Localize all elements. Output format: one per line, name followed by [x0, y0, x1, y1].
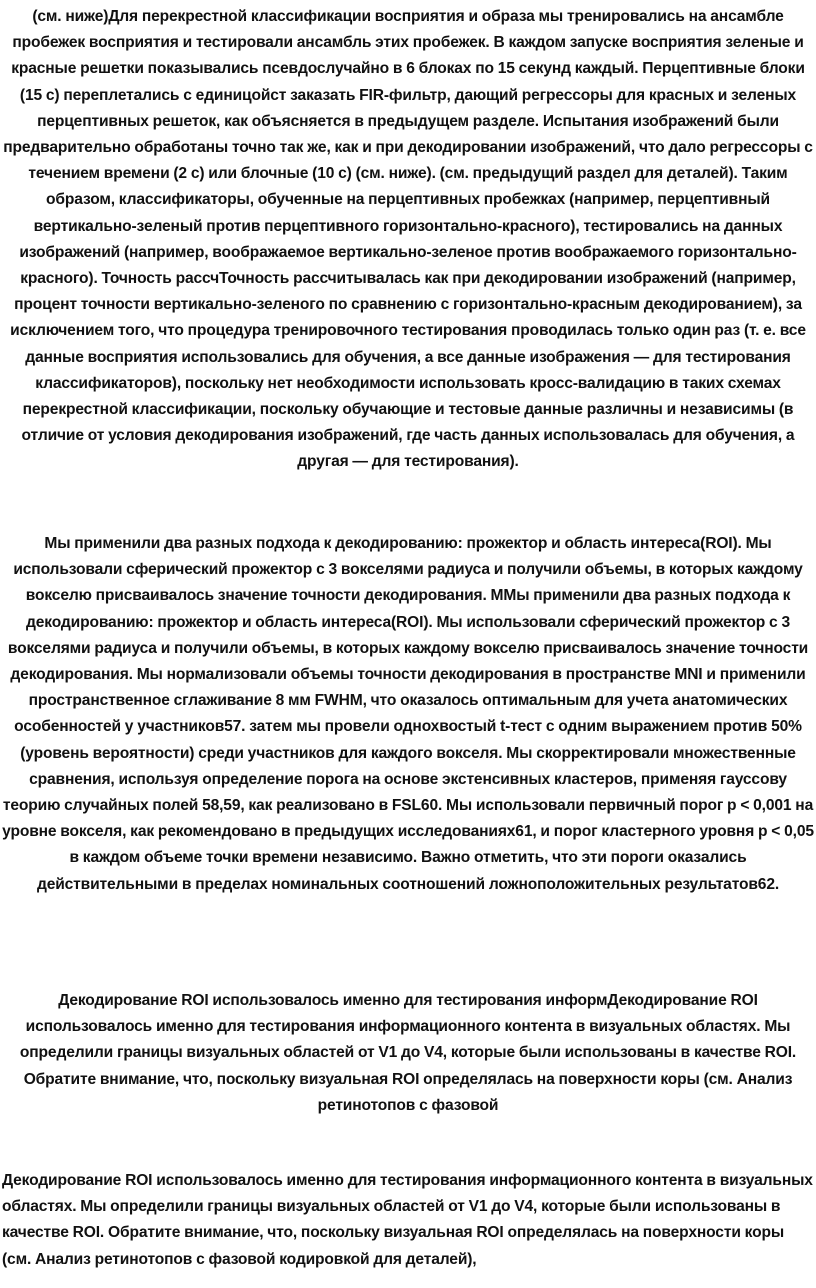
paragraph-roi-decoding-repeat: Декодирование ROI использовалось именно для тестирования информационного контента в визуальных областях. Мы определили границы визуальных областей от V1 до V4, которые были использованы в качестве ROI. Обратите внимание, что, поскольку визуальная ROI определялась на поверхности коры (см. Анализ ретинотопов с фазовой кодировкой для деталей), [2, 1172, 813, 1268]
paragraph-decoding-approaches: Мы применили два разных подхода к декодированию: прожектор и область интереса(ROI). Мы использовали сферический прожектор с 3 вокселями радиуса и получили объемы, в которых каждому вокселю присваивалось значение точности декодирования. ММы применили два разных подхода к декодированию: прожектор и область интереса(ROI). Мы использовали сферический прожектор с 3 вокселями радиуса и получили объемы, в которых каждому вокселю присваивалось значение точности декодирования. Мы нормализовали объемы точности декодирования в пространстве MNI и применили пространственное сглаживание 8 мм FWHM, что оказалось оптимальным для учета анатомических особенностей у участников57. затем мы провели однохвостый t-тест с одним выражением против 50% (уровень вероятности) среди участников для каждого вокселя. Мы скорректировали множественные сравнения, используя определение порога на основе экстенсивных кластеров, применяя гауссову теорию случайных полей 58,59, как реализовано в FSL60. Мы использовали первичный порог p < 0,001 на уровне вокселя, как рекомендовано в предыдущих исследованиях61, и порог кластерного уровня p < 0,05 в каждом объеме точки времени независимо. Важно отметить, что эти пороги оказались действительными в пределах номинальных соотношений ложноположительных результатов62. [2, 535, 814, 893]
paragraph-cross-classification: (см. ниже)Для перекрестной классификации восприятия и образа мы тренировались на ансамбле пробежек восприятия и тестировали ансамбль этих пробежек. В каждом запуске восприятия зеленые и красные решетки показывались псевдослучайно в 6 блоках по 15 секунд каждый. Перцептивные блоки (15 с) переплетались с единицойст заказать FIR-фильтр, дающий регрессоры для красных и зеленых перцептивных решеток, как объясняется в предыдущем разделе. Испытания изображений были предварительно обработаны точно так же, как и при декодировании изображений, что дало регрессоры с течением времени (2 с) или блочные (10 с) (см. ниже). (см. предыдущий раздел для деталей). Таким образом, классификаторы, обученные на перцептивных пробежках (например, перцептивный вертикально-зеленый против перцептивного горизонтально-красного), тестировались на данных изображений (например, воображаемое вертикально-зеленое против воображаемого горизонтально-красного). Точность рассчТочность рассчитывалась как при декодировании изображений (например, процент точности вертикально-зеленого по сравнению с горизонтально-красным декодированием), за исключением того, что процедура тренировочного тестирования проводилась только один раз (т. е. все данные восприятия использовались для обучения, а все данные изображения — для тестирования классификаторов), поскольку нет необходимости использовать кросс-валидацию в таких схемах перекрестной классификации, поскольку обучающие и тестовые данные различны и независимы (в отличие от условия декодирования изображений, где часть данных использовалась для обучения, а другая — для тестирования). [3, 8, 813, 471]
paragraph-roi-decoding: Декодирование ROI использовалось именно для тестирования информДекодирование ROI использовалось именно для тестирования информационного контента в визуальных областях. Мы определили границы визуальных областей от V1 до V4, которые были использованы в качестве ROI. Обратите внимание, что, поскольку визуальная ROI определялась на поверхности коры (см. Анализ ретинотопов с фазовой [19, 992, 797, 1114]
